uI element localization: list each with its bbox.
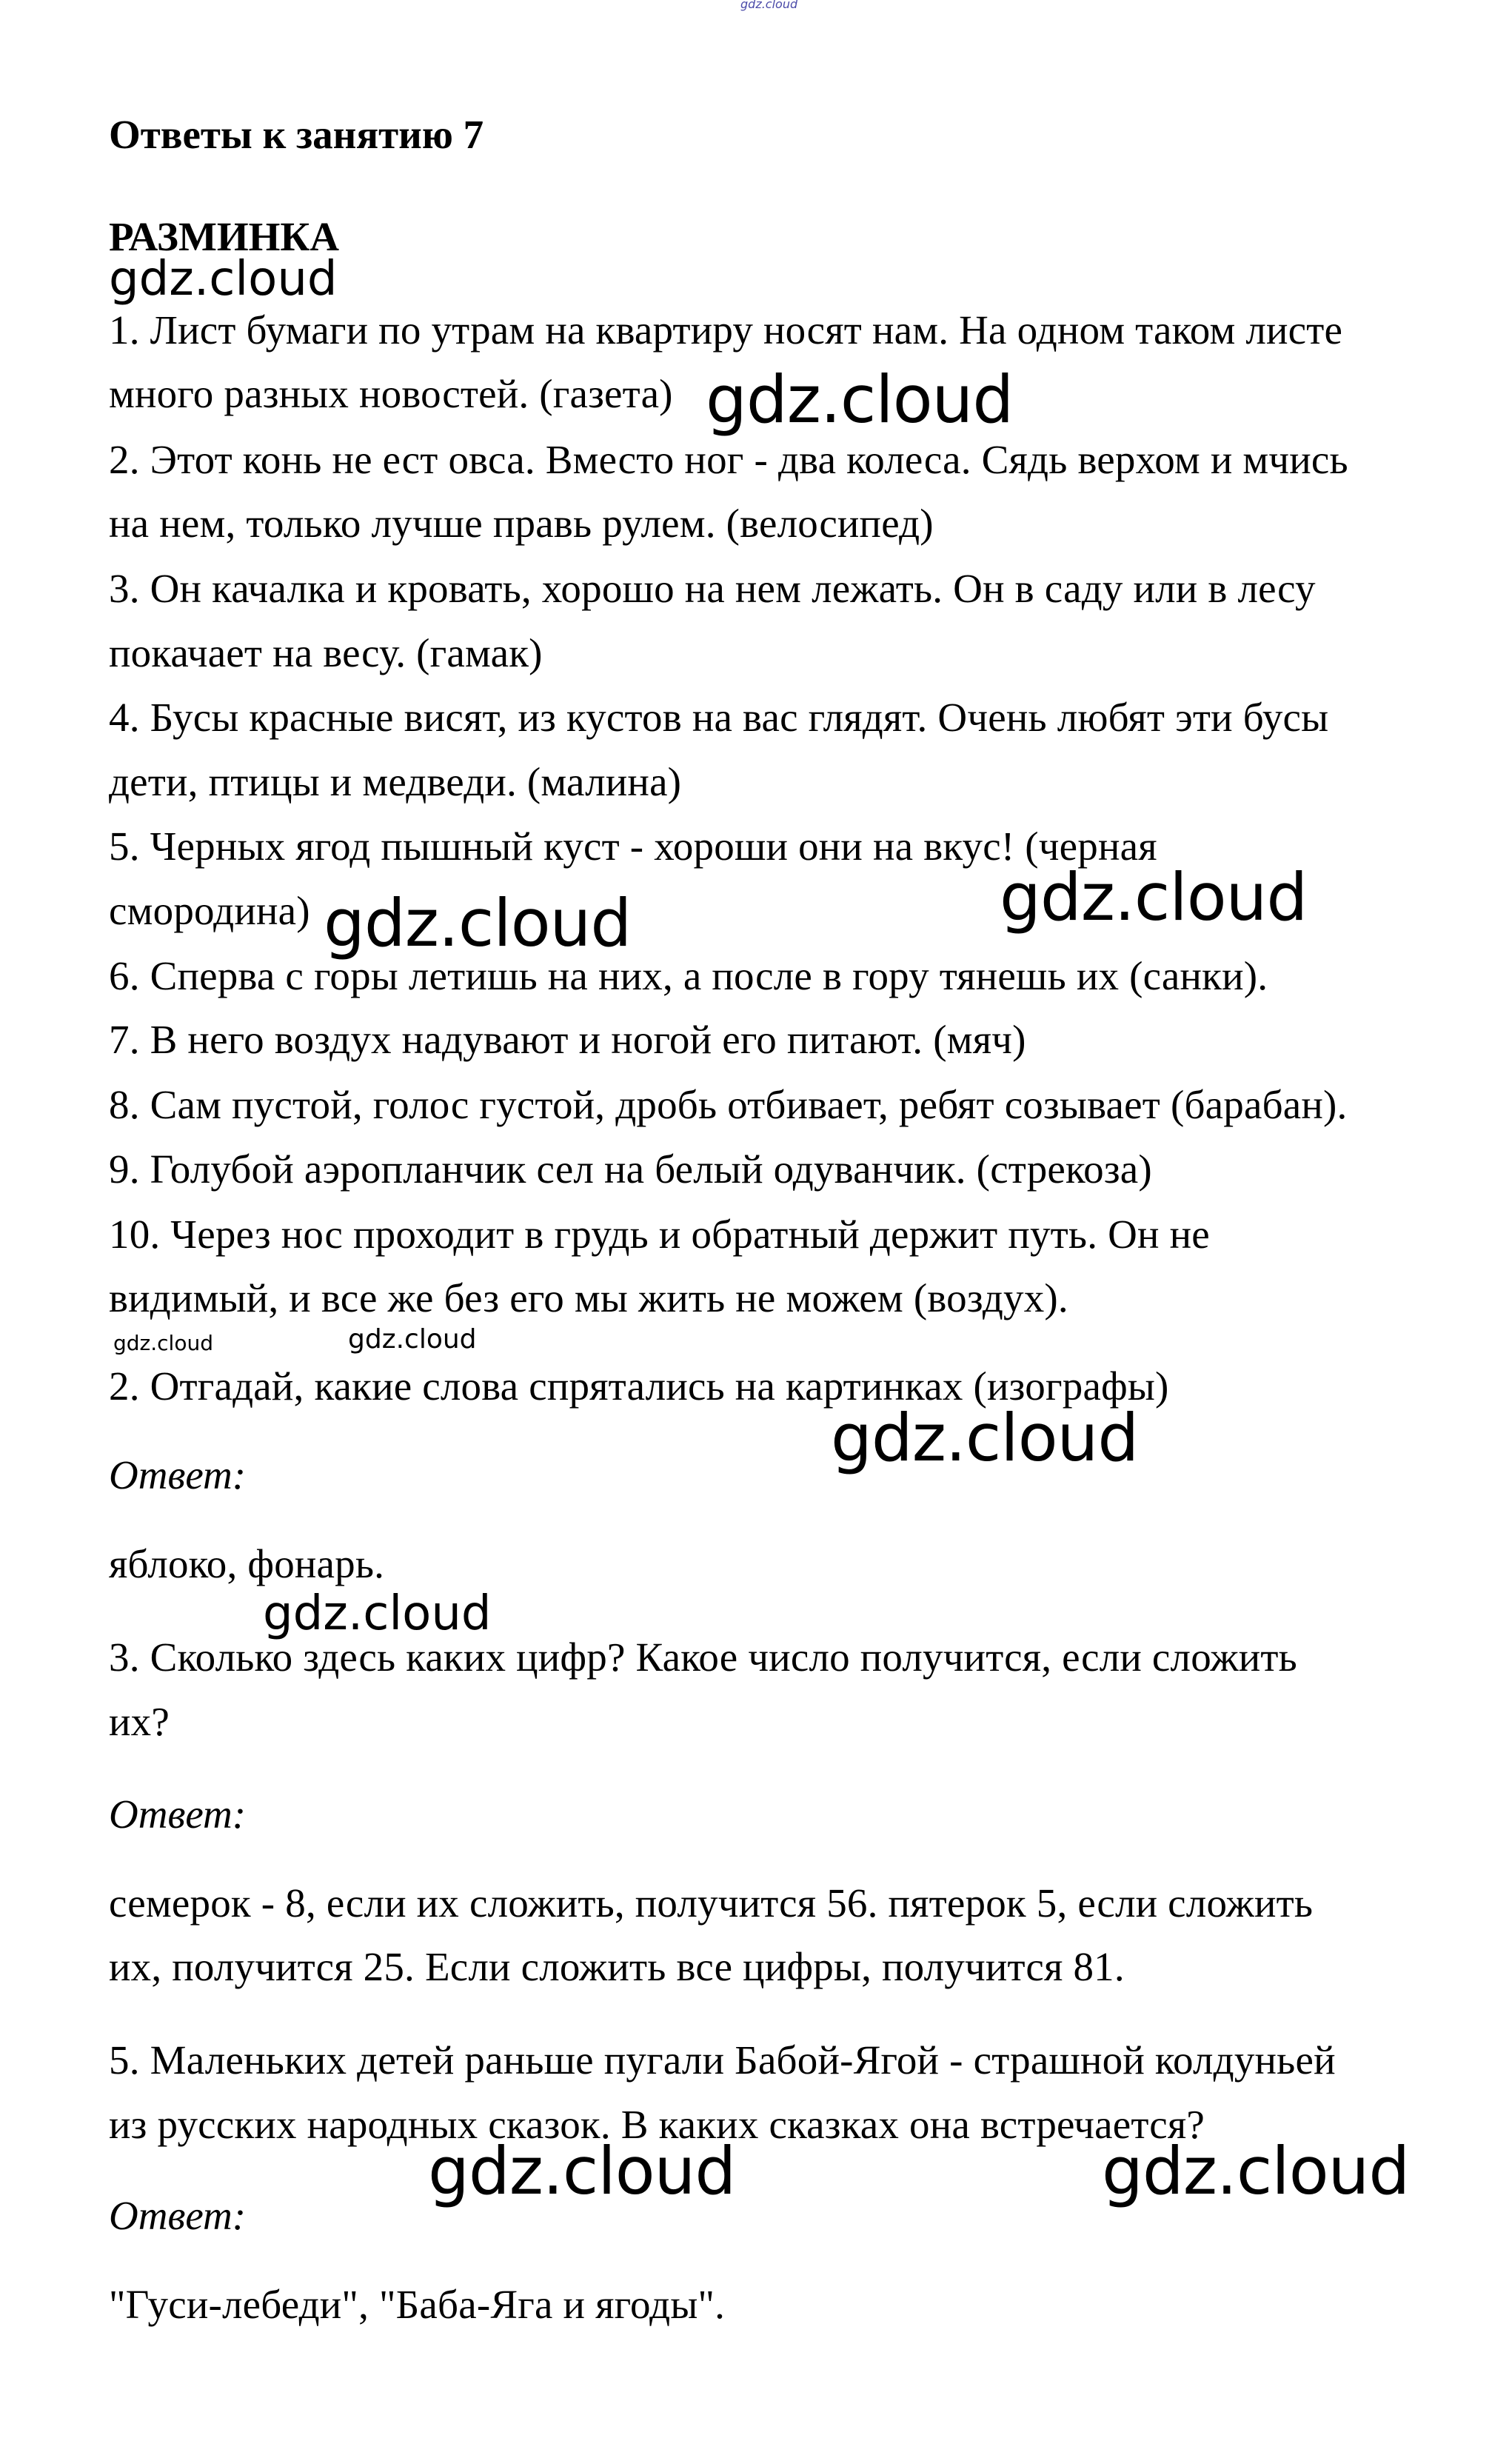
task5-answer: "Гуси-лебеди", "Баба-Яга и ягоды". [109, 2282, 726, 2327]
watermark: gdz.cloud [1102, 2133, 1410, 2209]
task2-question: 2. Отгадай, какие слова спрятались на картинках (изографы) [109, 1363, 1169, 1409]
riddle-line: 6. Сперва с горы летишь на них, а после в гору тянешь их (санки). [109, 953, 1268, 998]
watermark: gdz.cloud [1000, 859, 1308, 935]
task5-question-line: 5. Маленьких детей раньше пугали Бабой-Ягой - страшной колдуньей [109, 2037, 1336, 2083]
riddle-line: покачает на весу. (гамак) [109, 630, 543, 675]
riddle-line: 1. Лист бумаги по утрам на квартиру носят нам. На одном таком листе [109, 307, 1343, 353]
watermark: gdz.cloud [706, 361, 1014, 438]
riddle-line: 2. Этот конь не ест овса. Вместо ног - два колеса. Сядь верхом и мчись [109, 437, 1348, 482]
task3-answer-line: семерок - 8, если их сложить, получится 56. пятерок 5, если сложить [109, 1880, 1314, 1926]
riddle-line: много разных новостей. (газета) [109, 371, 673, 416]
riddle-line: 3. Он качалка и кровать, хорошо на нем лежать. Он в саду или в лесу [109, 566, 1316, 611]
riddle-line: 7. В него воздух надувают и ногой его питают. (мяч) [109, 1017, 1026, 1062]
top-watermark: gdz.cloud [740, 0, 798, 11]
task2-answer: яблоко, фонарь. [109, 1541, 385, 1586]
task3-answer-line: их, получится 25. Если сложить все цифры, получится 81. [109, 1944, 1125, 1989]
riddle-line: 4. Бусы красные висят, из кустов на вас глядят. Очень любят эти бусы [109, 695, 1329, 740]
task5-answer-label: Ответ: [109, 2193, 247, 2238]
page-title: Ответы к занятию 7 [109, 112, 484, 157]
watermark: gdz.cloud [109, 252, 338, 307]
section-heading: РАЗМИНКА [109, 214, 340, 259]
watermark: gdz.cloud [113, 1331, 213, 1355]
task3-question-line: 3. Сколько здесь каких цифр? Какое число получится, если сложить [109, 1634, 1297, 1680]
riddle-line: 5. Черных ягод пышный куст - хороши они на вкус! (черная [109, 824, 1157, 869]
task5-question-line: из русских народных сказок. В каких сказках она встречается? [109, 2102, 1205, 2147]
watermark: gdz.cloud [263, 1586, 492, 1641]
watermark: gdz.cloud [428, 2133, 736, 2209]
riddle-line: видимый, и все же без его мы жить не можем (воздух). [109, 1275, 1068, 1320]
watermark: gdz.cloud [831, 1400, 1139, 1476]
riddle-line: 8. Сам пустой, голос густой, дробь отбивает, ребят созывает (барабан). [109, 1082, 1348, 1127]
riddle-line: 10. Через нос проходит в грудь и обратный держит путь. Он не [109, 1212, 1210, 1257]
riddle-line: дети, птицы и медведи. (малина) [109, 759, 682, 804]
riddle-line: на нем, только лучше правь рулем. (велосипед) [109, 501, 934, 546]
watermark: gdz.cloud [324, 885, 632, 961]
task2-answer-label: Ответ: [109, 1452, 247, 1497]
riddle-line: смородина) [109, 888, 310, 933]
task3-answer-label: Ответ: [109, 1791, 247, 1837]
riddle-line: 9. Голубой аэропланчик сел на белый одуванчик. (стрекоза) [109, 1146, 1152, 1192]
task3-question-line: их? [109, 1699, 170, 1744]
watermark: gdz.cloud [348, 1324, 477, 1355]
